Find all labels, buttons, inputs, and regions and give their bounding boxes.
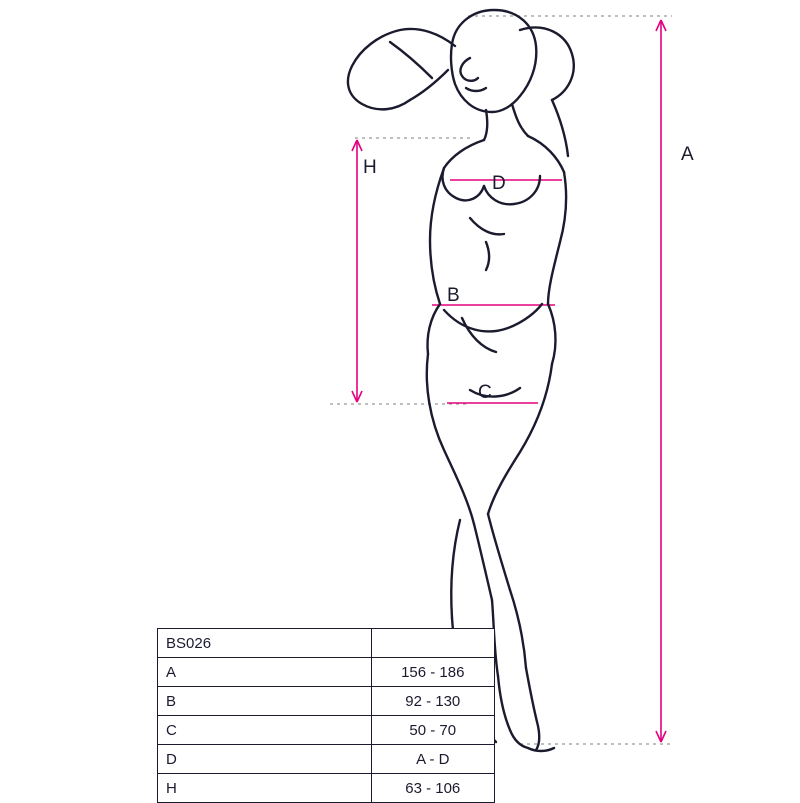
table-cell-code: A — [158, 658, 372, 687]
table-cell-value: A - D — [371, 745, 494, 774]
table-row — [158, 716, 495, 745]
table-cell-value: 92 - 130 — [371, 687, 494, 716]
table-row-header — [158, 629, 495, 658]
table-cell-value: 156 - 186 — [371, 658, 494, 687]
table-row — [158, 745, 495, 774]
measure-label-d: D — [492, 173, 506, 194]
table-cell-value: 63 - 106 — [371, 774, 494, 803]
table-row — [158, 658, 495, 687]
measure-label-a: A — [681, 144, 694, 165]
measure-label-c: C — [478, 382, 492, 403]
size-table — [157, 628, 495, 803]
table-cell-code: D — [158, 745, 372, 774]
table-cell-code: C — [158, 716, 372, 745]
table-row — [158, 687, 495, 716]
table-cell-code: BS026 — [158, 629, 372, 658]
table-cell-code: B — [158, 687, 372, 716]
measure-label-b: B — [447, 285, 460, 306]
table-row — [158, 774, 495, 803]
table-cell-code: H — [158, 774, 372, 803]
table-cell-value: 50 - 70 — [371, 716, 494, 745]
table-cell-value — [371, 629, 494, 658]
measure-label-h: H — [363, 157, 377, 178]
